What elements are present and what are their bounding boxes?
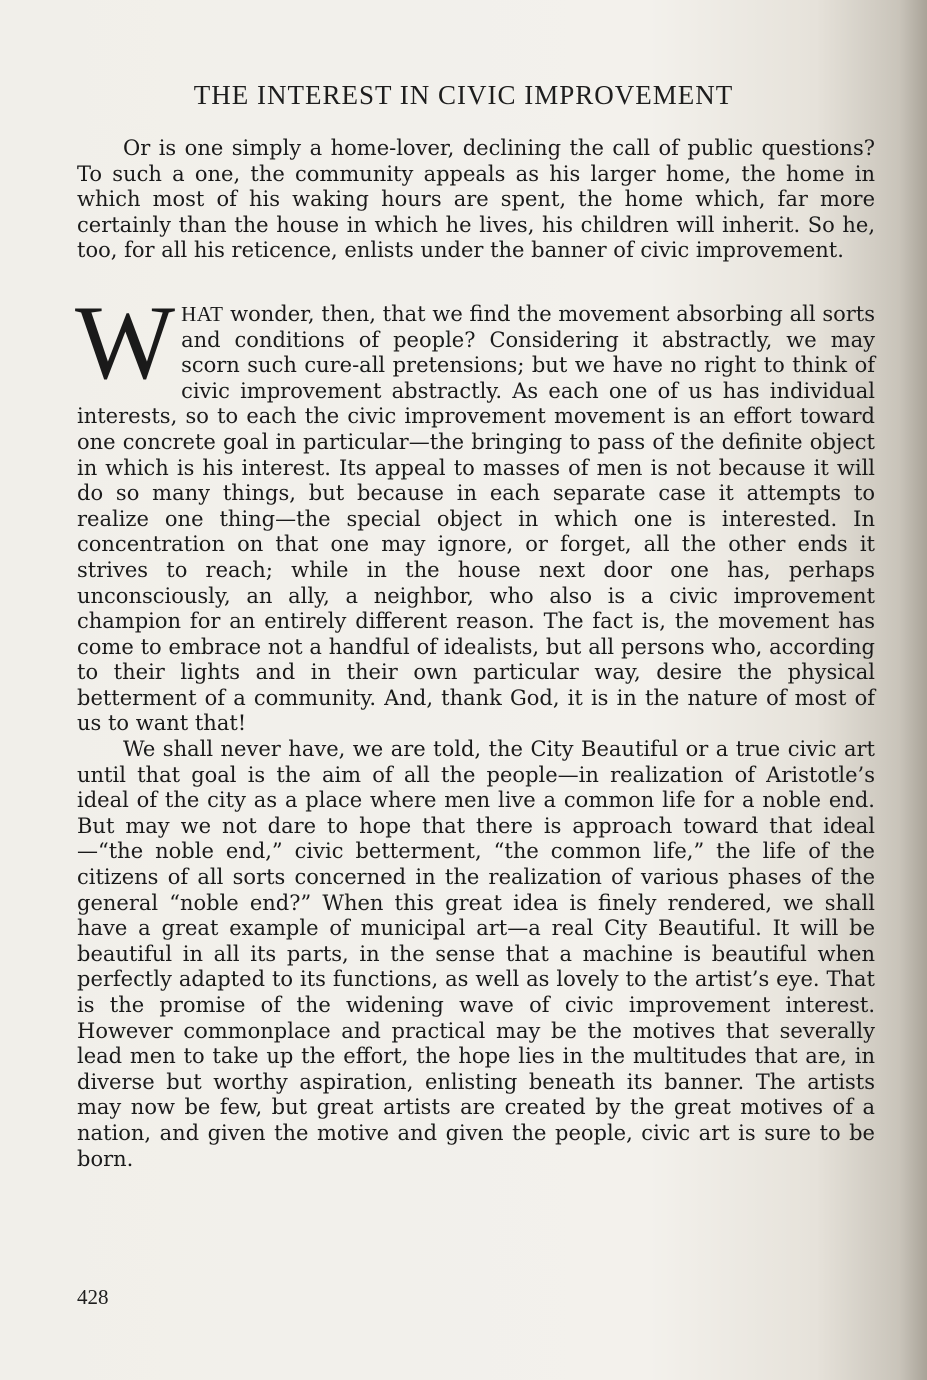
page-number: 428 (77, 1285, 109, 1309)
drop-cap-lead: HAT (181, 301, 224, 326)
paragraph-home-lover: Or is one simply a home-lover, declining the call of public questions? To such a one, the community appeals as his larger home, the home in which most of his waking hours are spent, the home which, far more certainly than the house in which he lives, his children will inherit. So he, too, for all his reticence, enlists under the banner of civic improvement. (77, 136, 875, 263)
running-head: THE INTEREST IN CIVIC IMPROVEMENT (193, 80, 734, 110)
paragraph-what-wonder (75, 283, 875, 737)
paragraph-what-wonder-text: wonder, then, that we find the movement absorbing all sorts and conditions of people? Considering it abstractly, we may scorn such cure-all pretensions; but we have no right to think of civic improvement abstractly. As each one of us has individual interests, so to each the civic improvement movement is an effort toward one concrete goal in particular—the bringing to pass of the definite object in which is his interest. Its appeal to masses of men is not because it will do so many things, but because in each separate case it attempts to realize one thing—the special object in which one is interested. In concentration on that one may ignore, or forget, all the other ends it strives to reach; while in the house next door one has, perhaps unconsciously, an ally, a neighbor, who also is a civic improvement champion for an entirely different reason. The fact is, the movement has come to embrace not a handful of idealists, but all persons who, according to their lights and in their own particular way, desire the physical betterment of a community. And, thank God, it is in the nature of most of us to want that! (77, 301, 875, 736)
body-text (77, 136, 875, 1172)
paragraph-city-beautiful: We shall never have, we are told, the City Beautiful or a true civic art until that goal is the aim of all the people—in realization of Aristotle’s ideal of the city as a place where men live a common life for a noble end. But may we not dare to hope that there is approach toward that ideal—“the noble end,” civic betterment, “the common life,” the life of the citizens of all sorts concerned in the realization of various phases of the general “noble end?” When this great idea is finely rendered, we shall have a great example of municipal art—a real City Beautiful. It will be beautiful in all its parts, in the sense that a machine is beautiful when perfectly adapted to its functions, as well as lovely to the artist’s eye. That is the promise of the widening wave of civic improvement interest. However commonplace and practical may be the motives that severally lead men to take up the effort, the hope lies in the multitudes that are, in diverse but worthy aspiration, enlisting beneath its banner. The artists may now be few, but great artists are created by the great motives of a nation, and given the motive and given the people, civic art is sure to be born. (77, 737, 875, 1171)
drop-cap: W (75, 283, 176, 401)
